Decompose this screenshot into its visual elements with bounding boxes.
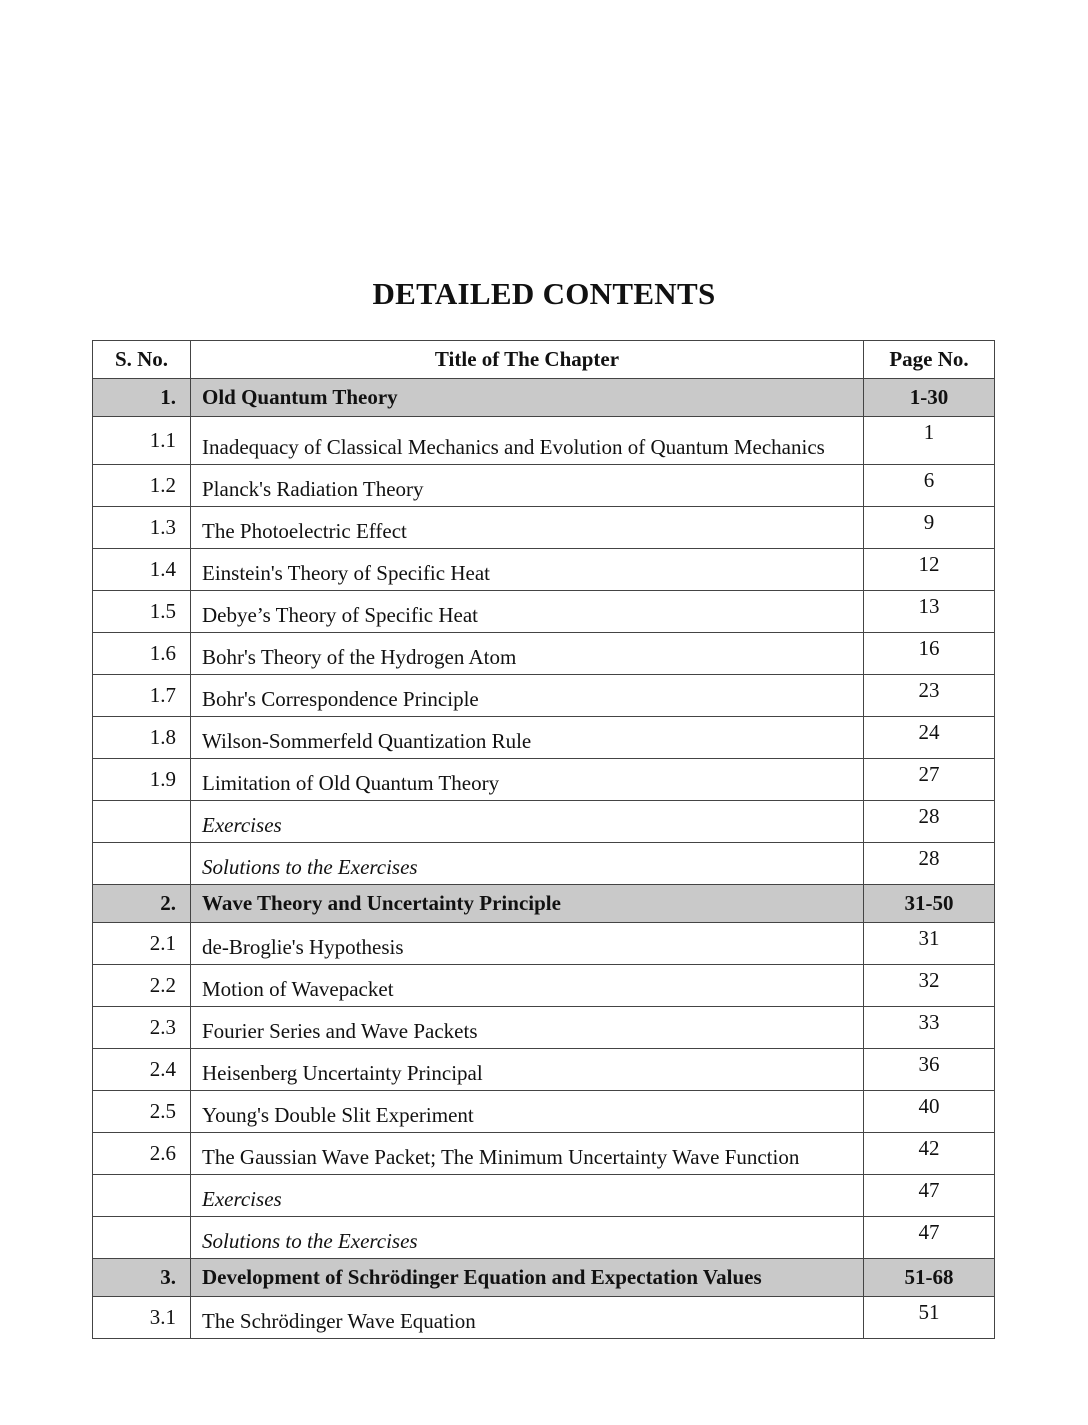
title-cell: Development of Schrödinger Equation and Expectation Values: [191, 1259, 864, 1297]
page-number-cell: 28: [864, 801, 995, 843]
serial-number-cell: 3.1: [93, 1297, 191, 1339]
chapter-row: [93, 885, 995, 923]
serial-number-cell: 2.6: [93, 1133, 191, 1175]
title-cell: Heisenberg Uncertainty Principal: [191, 1049, 864, 1091]
page-number-cell: 31-50: [864, 885, 995, 923]
serial-number-cell: 1.5: [93, 591, 191, 633]
table-row: [93, 801, 995, 843]
page-number-cell: 28: [864, 843, 995, 885]
table-row: [93, 1133, 995, 1175]
serial-number-cell: 2.3: [93, 1007, 191, 1049]
serial-number-cell: 2.4: [93, 1049, 191, 1091]
table-row: [93, 507, 995, 549]
title-cell: Limitation of Old Quantum Theory: [191, 759, 864, 801]
serial-number-cell: 1.1: [93, 417, 191, 465]
table-row: [93, 1217, 995, 1259]
page-number-cell: 36: [864, 1049, 995, 1091]
title-cell: de-Broglie's Hypothesis: [191, 923, 864, 965]
table-row: [93, 1175, 995, 1217]
table-row: [93, 1049, 995, 1091]
page-number-cell: 23: [864, 675, 995, 717]
page-title: DETAILED CONTENTS: [372, 276, 716, 311]
title-cell: Young's Double Slit Experiment: [191, 1091, 864, 1133]
serial-number-cell: [93, 1217, 191, 1259]
page-number-cell: 33: [864, 1007, 995, 1049]
page-number-cell: 51-68: [864, 1259, 995, 1297]
serial-number-cell: 1.4: [93, 549, 191, 591]
serial-number-cell: 1.2: [93, 465, 191, 507]
title-cell: Exercises: [191, 801, 864, 843]
table-row: [93, 549, 995, 591]
page-number-cell: 1: [864, 417, 995, 465]
title-cell: Bohr's Correspondence Principle: [191, 675, 864, 717]
page-number-cell: 51: [864, 1297, 995, 1339]
title-cell: Debye’s Theory of Specific Heat: [191, 591, 864, 633]
page-number-cell: 16: [864, 633, 995, 675]
page-number-cell: 12: [864, 549, 995, 591]
title-cell: Solutions to the Exercises: [191, 1217, 864, 1259]
title-cell: Inadequacy of Classical Mechanics and Evolution of Quantum Mechanics: [191, 417, 864, 465]
serial-number-cell: 2.1: [93, 923, 191, 965]
serial-number-cell: [93, 801, 191, 843]
page-number-cell: 27: [864, 759, 995, 801]
serial-number-cell: 1.6: [93, 633, 191, 675]
title-cell: Wilson-Sommerfeld Quantization Rule: [191, 717, 864, 759]
title-cell: Planck's Radiation Theory: [191, 465, 864, 507]
table-row: [93, 465, 995, 507]
chapter-row: [93, 1259, 995, 1297]
title-cell: Solutions to the Exercises: [191, 843, 864, 885]
page-number-cell: 32: [864, 965, 995, 1007]
table-row: [93, 633, 995, 675]
title-cell: Einstein's Theory of Specific Heat: [191, 549, 864, 591]
title-cell: Exercises: [191, 1175, 864, 1217]
page-number-cell: 1-30: [864, 379, 995, 417]
serial-number-cell: 2.5: [93, 1091, 191, 1133]
page-number-cell: 9: [864, 507, 995, 549]
serial-number-cell: 1.3: [93, 507, 191, 549]
table-row: [93, 1007, 995, 1049]
serial-number-cell: 2.: [93, 885, 191, 923]
title-cell: Fourier Series and Wave Packets: [191, 1007, 864, 1049]
serial-number-cell: 2.2: [93, 965, 191, 1007]
contents-body: [93, 379, 995, 1339]
table-row: [93, 923, 995, 965]
page-number-cell: 47: [864, 1217, 995, 1259]
page-number-cell: 40: [864, 1091, 995, 1133]
contents-table: [92, 340, 995, 1339]
serial-number-cell: 1.7: [93, 675, 191, 717]
table-row: [93, 675, 995, 717]
page-number-cell: 24: [864, 717, 995, 759]
header-chapter-title: Title of The Chapter: [191, 341, 864, 379]
page-number-cell: 47: [864, 1175, 995, 1217]
serial-number-cell: 1.: [93, 379, 191, 417]
title-cell: Old Quantum Theory: [191, 379, 864, 417]
table-row: [93, 1297, 995, 1339]
table-row: [93, 1091, 995, 1133]
table-row: [93, 591, 995, 633]
serial-number-cell: [93, 1175, 191, 1217]
header-page-number: Page No.: [864, 341, 995, 379]
title-cell: Motion of Wavepacket: [191, 965, 864, 1007]
page-number-cell: 31: [864, 923, 995, 965]
table-row: [93, 717, 995, 759]
title-cell: The Schrödinger Wave Equation: [191, 1297, 864, 1339]
table-row: [93, 965, 995, 1007]
page-number-cell: 13: [864, 591, 995, 633]
serial-number-cell: 1.9: [93, 759, 191, 801]
page-number-cell: 6: [864, 465, 995, 507]
table-row: [93, 759, 995, 801]
title-cell: The Photoelectric Effect: [191, 507, 864, 549]
header-serial-number: S. No.: [93, 341, 191, 379]
table-row: [93, 417, 995, 465]
table-header-row: [93, 341, 995, 379]
serial-number-cell: [93, 843, 191, 885]
serial-number-cell: 3.: [93, 1259, 191, 1297]
chapter-row: [93, 379, 995, 417]
title-cell: The Gaussian Wave Packet; The Minimum Uncertainty Wave Function: [191, 1133, 864, 1175]
page-number-cell: 42: [864, 1133, 995, 1175]
table-row: [93, 843, 995, 885]
serial-number-cell: 1.8: [93, 717, 191, 759]
title-cell: Wave Theory and Uncertainty Principle: [191, 885, 864, 923]
title-cell: Bohr's Theory of the Hydrogen Atom: [191, 633, 864, 675]
